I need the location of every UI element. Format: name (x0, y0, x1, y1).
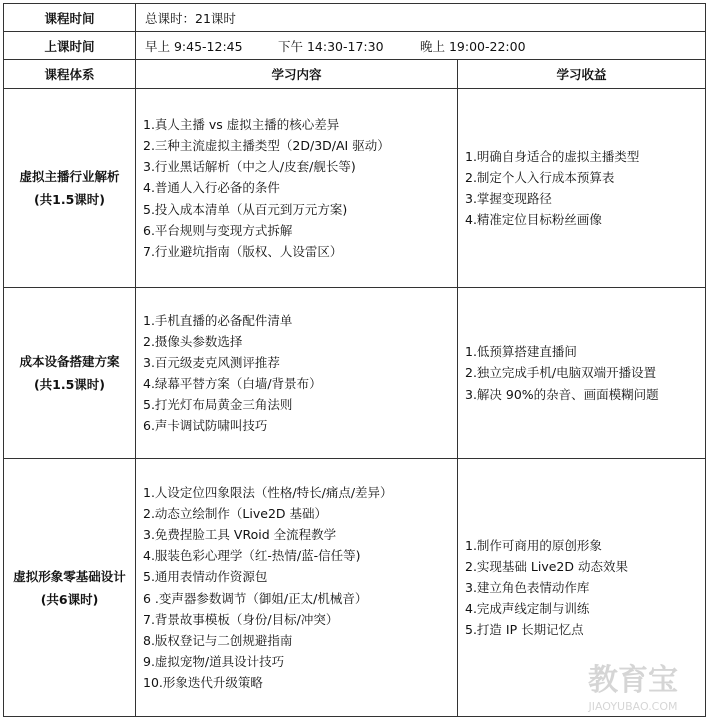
module-title (4, 288, 136, 459)
content-item: 7.背景故事模板（身份/目标/冲突） (143, 611, 339, 627)
content-item: 9.虚拟宠物/道具设计技巧 (143, 653, 285, 669)
header-content: 学习内容 (136, 60, 458, 89)
class-time-slots (136, 32, 706, 60)
watermark-en: JIAOYUBAO.COM (588, 700, 678, 713)
content-item: 6.平台规则与变现方式拆解 (143, 222, 293, 238)
time-slot-evening: 晚上 19:00-22:00 (420, 38, 526, 54)
module-name: 成本设备搭建方案 (19, 354, 120, 369)
content-item: 1.手机直播的必备配件清单 (143, 312, 293, 328)
gain-item: 4.完成声线定制与训练 (465, 601, 590, 617)
content-item: 6 .变声器参数调节（御姐/正太/机械音） (143, 590, 368, 606)
content-item: 3.免费捏脸工具 VRoid 全流程教学 (143, 527, 337, 543)
content-item: 10.形象迭代升级策略 (143, 674, 263, 690)
time-slot-morning: 早上 9:45-12:45 (145, 38, 243, 54)
content-item: 4.绿幕平替方案（白墙/背景布） (143, 376, 322, 391)
module-content-cell (136, 459, 458, 717)
header-gain: 学习收益 (458, 60, 706, 89)
content-item: 2.动态立绘制作（Live2D 基础） (143, 506, 328, 522)
module-hours: (共1.5课时) (33, 192, 106, 207)
course-time-value: 总课时：21课时 (136, 4, 706, 32)
content-item: 2.三种主流虚拟主播类型（2D/3D/AI 驱动） (143, 138, 390, 154)
module-gain-list (458, 341, 705, 404)
content-item: 5.打光灯布局黄金三角法则 (143, 397, 293, 413)
gain-item: 1.制作可商用的原创形象 (465, 537, 602, 553)
class-time-label: 上课时间 (4, 32, 136, 60)
course-schedule-table (3, 3, 706, 717)
module-title (4, 459, 136, 717)
gain-item: 5.打造 IP 长期记忆点 (465, 622, 584, 638)
module-gain-cell (458, 288, 706, 459)
gain-item: 3.建立角色表情动作库 (465, 579, 590, 595)
module-row (4, 459, 706, 717)
module-hours: (共1.5课时) (33, 377, 106, 392)
module-name: 虚拟形象零基础设计 (13, 568, 126, 584)
module-content-list (136, 310, 457, 437)
module-content-cell (136, 89, 458, 288)
content-item: 1.真人主播 vs 虚拟主播的核心差异 (143, 117, 340, 133)
content-item: 3.百元级麦克风测评推荐 (143, 354, 280, 370)
time-slot-afternoon: 下午 14:30-17:30 (278, 38, 384, 54)
module-hours: (共6课时) (40, 591, 99, 607)
module-content-list (136, 482, 457, 693)
content-item: 7.行业避坑指南（版权、人设雷区） (143, 243, 343, 259)
module-content-list (136, 114, 457, 262)
gain-item: 1.明确自身适合的虚拟主播类型 (465, 148, 640, 164)
watermark-cn: 教育宝 (588, 663, 678, 698)
gain-item: 3.掌握变现路径 (465, 191, 552, 206)
course-time-label: 课程时间 (4, 4, 136, 32)
content-item: 5.通用表情动作资源包 (143, 569, 268, 585)
module-content-cell (136, 288, 458, 459)
content-item: 2.摄像头参数选择 (143, 333, 243, 349)
content-item: 1.人设定位四象限法（性格/特长/痛点/差异） (143, 485, 393, 501)
content-item: 3.行业黑话解析（中之人/皮套/舰长等) (143, 159, 356, 175)
content-item: 4.普通人入行必备的条件 (143, 180, 280, 196)
content-item: 5.投入成本清单（从百元到万元方案) (143, 201, 348, 217)
module-row (4, 288, 706, 459)
gain-item: 2.实现基础 Live2D 动态效果 (465, 558, 628, 574)
gain-item: 3.解决 90%的杂音、画面模糊问题 (465, 386, 659, 402)
module-gain-list (458, 535, 705, 640)
gain-item: 2.制定个人入行成本预算表 (465, 169, 615, 185)
class-time-row (4, 32, 706, 60)
gain-item: 4.精准定位目标粉丝画像 (465, 212, 602, 228)
module-name: 虚拟主播行业解析 (19, 169, 120, 184)
module-gain-cell (458, 89, 706, 288)
content-item: 4.服装色彩心理学（红-热情/蓝-信任等) (143, 548, 361, 564)
course-time-row (4, 4, 706, 32)
module-gain-list (458, 146, 705, 230)
module-row (4, 89, 706, 288)
content-item: 8.版权登记与二创规避指南 (143, 632, 293, 648)
content-item: 6.声卡调试防啸叫技巧 (143, 418, 268, 434)
header-system: 课程体系 (4, 60, 136, 89)
module-title (4, 89, 136, 288)
gain-item: 2.独立完成手机/电脑双端开播设置 (465, 365, 657, 381)
module-gain-cell (458, 459, 706, 717)
header-row (4, 60, 706, 89)
gain-item: 1.低预算搭建直播间 (465, 344, 577, 360)
